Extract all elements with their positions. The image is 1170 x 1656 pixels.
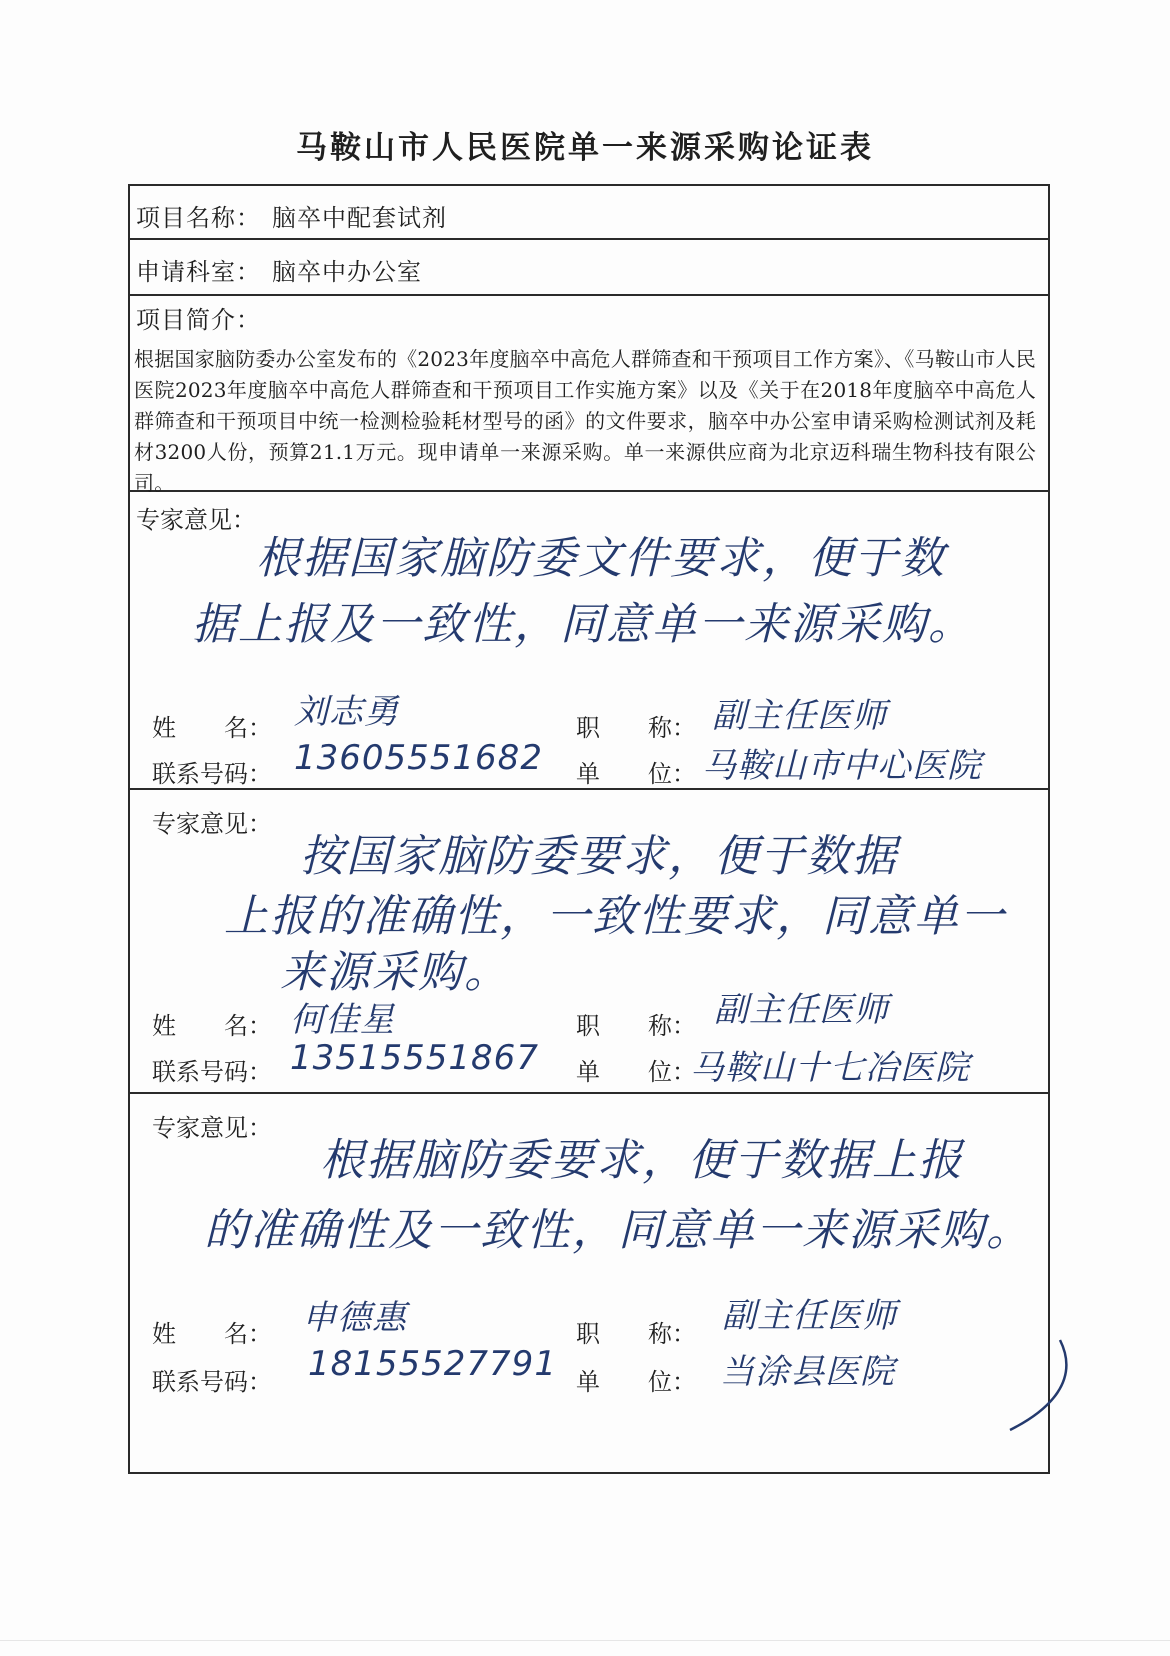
handwritten-opinion-line: 据上报及一致性，同意单一来源采购。 (192, 599, 974, 650)
name-label: 姓 名： (152, 1012, 272, 1040)
expert-opinion-label: 专家意见： (136, 506, 256, 534)
intro-row (130, 296, 1048, 495)
expert-section-2 (130, 790, 1048, 1094)
handwritten-name: 申德惠 (302, 1298, 407, 1338)
unit-label: 单 位： (576, 1368, 696, 1396)
handwritten-unit: 马鞍山市中心医院 (702, 746, 982, 786)
handwritten-unit: 当涂县医院 (720, 1352, 895, 1392)
project-name-label: 项目名称： (136, 204, 261, 232)
handwritten-opinion-line: 按国家脑防委要求，便于数据 (300, 831, 898, 882)
job-title-label: 职 称： (576, 714, 696, 742)
expert-section-1 (130, 492, 1048, 790)
phone-label: 联系号码： (152, 1058, 272, 1086)
handwritten-unit: 马鞍山十七冶医院 (690, 1048, 970, 1088)
handwritten-phone: 13515551867 (290, 1038, 539, 1078)
handwritten-job-title: 副主任医师 (722, 1296, 897, 1336)
unit-label: 单 位： (576, 1058, 696, 1086)
unit-label: 单 位： (576, 760, 696, 788)
form-table (128, 184, 1050, 1474)
handwritten-name: 何佳星 (290, 1000, 395, 1040)
job-title-label: 职 称： (576, 1320, 696, 1348)
department-value: 脑卒中办公室 (272, 258, 422, 286)
phone-label: 联系号码： (152, 1368, 272, 1396)
handwritten-job-title: 副主任医师 (712, 696, 887, 736)
department-label: 申请科室： (136, 258, 261, 286)
handwritten-opinion-line: 上报的准确性，一致性要求，同意单一 (224, 891, 1006, 942)
project-name-value: 脑卒中配套试剂 (272, 204, 447, 232)
handwritten-job-title: 副主任医师 (714, 990, 889, 1030)
handwritten-opinion-line: 来源采购。 (280, 947, 510, 998)
expert-opinion-label: 专家意见： (152, 1114, 272, 1142)
document-title: 马鞍山市人民医院单一来源采购论证表 (296, 130, 874, 166)
department-row (130, 240, 1048, 296)
expert-opinion-label: 专家意见： (152, 810, 272, 838)
handwritten-opinion-line: 的准确性及一致性，同意单一来源采购。 (204, 1205, 1032, 1256)
handwritten-opinion-line: 根据国家脑防委文件要求，便于数 (256, 533, 946, 584)
handwritten-phone: 13605551682 (294, 738, 543, 778)
job-title-label: 职 称： (576, 1012, 696, 1040)
scan-edge-line (0, 1640, 1170, 1641)
expert-section-3 (130, 1094, 1048, 1476)
handwritten-opinion-line: 根据脑防委要求，便于数据上报 (320, 1135, 964, 1186)
handwritten-name: 刘志勇 (294, 692, 399, 732)
intro-text: 根据国家脑防委办公室发布的《2023年度脑卒中高危人群筛查和干预项目工作方案》、《马鞍山市人民医院2023年度脑卒中高危人群筛查和干预项目工作实施方案》以及《关于在2018年度脑卒中高危人群筛查和干预项目中统一检测检验耗材型号的函》的文件要求，脑卒中办公室申请采购检测试剂及耗材3200人份，预算21.1万元。现申请单一来源采购。单一来源供应商为北京迈科瑞生物科技有限公司。 (134, 347, 1036, 495)
handwritten-phone: 18155527791 (308, 1344, 557, 1384)
intro-label: 项目简介： (136, 306, 261, 334)
name-label: 姓 名： (152, 714, 272, 742)
project-name-row (130, 186, 1048, 240)
phone-label: 联系号码： (152, 760, 272, 788)
name-label: 姓 名： (152, 1320, 272, 1348)
